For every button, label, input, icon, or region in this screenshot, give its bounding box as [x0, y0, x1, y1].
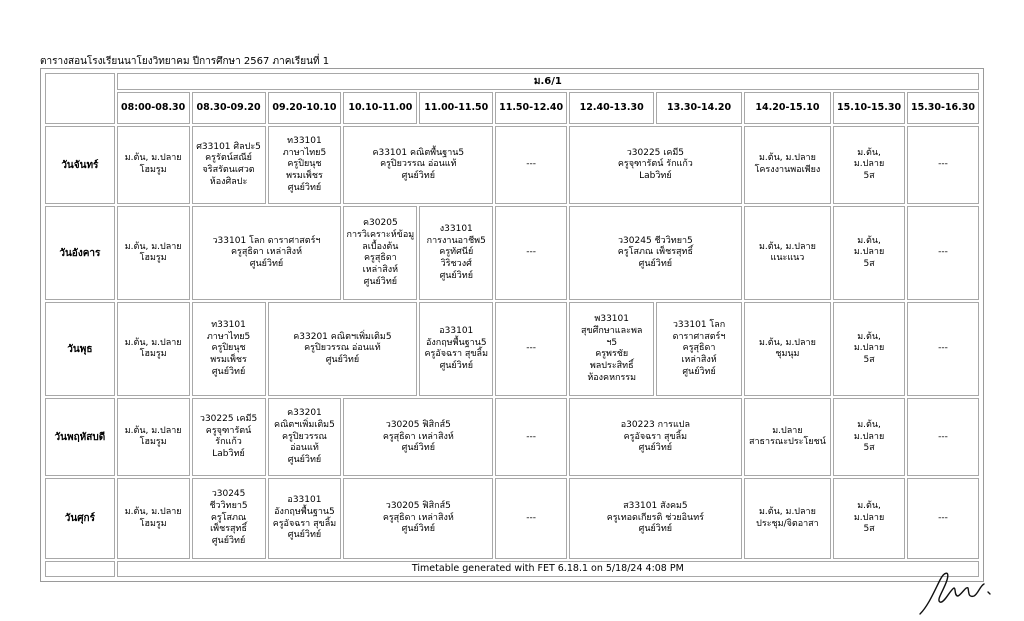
slot-cell: ม.ต้น, ม.ปลาย แนะแนว: [744, 206, 831, 300]
slot-cell: ---: [495, 398, 567, 476]
slot-cell: ส33101 สังคม5 ครูเทอดเกียรติ ช่วยอินทร์ ศูนย์วิทย์: [569, 478, 742, 558]
slot-cell: ---: [495, 126, 567, 204]
slot-cell: ค33201 คณิตฯเพิ่มเติม5 ครูปิยวรรณ อ่อนแท้ ศูนย์วิทย์: [268, 302, 418, 396]
slot-cell: ---: [495, 302, 567, 396]
slot-cell: ว30245 ชีววิทยา5 ครูโสภณ เพ็ชรสุทธิ์ ศูนย์วิทย์: [192, 478, 266, 558]
fet-footer: Timetable generated with FET 6.18.1 on 5/18/24 4:08 PM: [117, 561, 979, 577]
slot-cell: พ33101 สุขศึกษาและพล ฯ5 ครูพรชัย พลประสิทธิ์ ห้องคหกรรม: [569, 302, 654, 396]
slot-cell: ท33101 ภาษาไทย5 ครูปิยนุช พรมเพ็ชร ศูนย์วิทย์: [268, 126, 342, 204]
slot-cell: ศ33101 ศิลปะ5 ครูรัตน์สณีย์ จริสรัตนเศวต ห้องศิลปะ: [192, 126, 266, 204]
slot-cell: ค33201 คณิตฯเพิ่มเติม5 ครูปิยวรรณ อ่อนแท้ ศูนย์วิทย์: [268, 398, 342, 476]
slot-cell: ม.ต้น, ม.ปลาย 5ส: [833, 398, 905, 476]
slot-cell: ---: [907, 478, 979, 558]
slot-cell: ม.ต้น, ม.ปลาย 5ส: [833, 302, 905, 396]
period-header: 08:00-08.30: [117, 92, 190, 124]
period-header: 15.10-15.30: [833, 92, 905, 124]
timetable: [43, 71, 981, 579]
period-header: 09.20-10.10: [268, 92, 342, 124]
corner-cell: [45, 73, 115, 124]
slot-cell: ว30205 ฟิสิกส์5 ครูสุธิดา เหล่าสิงห์ ศูนย์วิทย์: [343, 478, 493, 558]
day-row-friday: [45, 478, 979, 558]
slot-cell: ค30205 การวิเคราะห์ข้อมู ลเบื้องต้น ครูสุธิดา เหล่าสิงห์ ศูนย์วิทย์: [343, 206, 417, 300]
slot-cell: ม.ต้น, ม.ปลาย 5ส: [833, 478, 905, 558]
slot-cell: ---: [907, 206, 979, 300]
slot-cell: ม.ต้น, ม.ปลาย 5ส: [833, 206, 905, 300]
slot-cell: ม.ต้น, ม.ปลาย โฮมรูม: [117, 398, 190, 476]
day-label: วันอังคาร: [45, 206, 115, 300]
slot-cell: ---: [907, 126, 979, 204]
slot-cell: ม.ต้น, ม.ปลาย โครงงานพอเพียง: [744, 126, 831, 204]
footer-corner: [45, 561, 115, 577]
slot-cell: ม.ต้น, ม.ปลาย 5ส: [833, 126, 905, 204]
signature-stroke: [920, 573, 990, 614]
period-header: 15.30-16.30: [907, 92, 979, 124]
slot-cell: ม.ต้น, ม.ปลาย โฮมรูม: [117, 302, 190, 396]
slot-cell: ม.ต้น, ม.ปลาย โฮมรูม: [117, 126, 190, 204]
day-label: วันศุกร์: [45, 478, 115, 558]
day-row-tuesday: [45, 206, 979, 300]
slot-cell: ---: [495, 478, 567, 558]
period-header: 08.30-09.20: [192, 92, 266, 124]
slot-cell: อ30223 การแปล ครูอัจฉรา สุขลิ้ม ศูนย์วิทย์: [569, 398, 742, 476]
signature-image: [914, 566, 1002, 618]
period-header: 10.10-11.00: [343, 92, 417, 124]
slot-cell: ว30225 เคมี5 ครูจุฑารัตน์ รักแก้ว Labวิทย์: [192, 398, 266, 476]
slot-cell: ว33101 โลก ดาราศาสตร์ฯ ครูสุธิดา เหล่าสิงห์ ศูนย์วิทย์: [192, 206, 342, 300]
class-header: ม.6/1: [117, 73, 979, 90]
slot-cell: ---: [907, 302, 979, 396]
slot-cell: ---: [907, 398, 979, 476]
slot-cell: ค33101 คณิตพื้นฐาน5 ครูปิยวรรณ อ่อนแท้ ศูนย์วิทย์: [343, 126, 493, 204]
day-row-thursday: [45, 398, 979, 476]
slot-cell: ---: [495, 206, 567, 300]
slot-cell: ม.ต้น, ม.ปลาย ชุมนุม: [744, 302, 831, 396]
slot-cell: ม.ต้น, ม.ปลาย โฮมรูม: [117, 478, 190, 558]
day-label: วันจันทร์: [45, 126, 115, 204]
slot-cell: ว30245 ชีววิทยา5 ครูโสภณ เพ็ชรสุทธิ์ ศูนย์วิทย์: [569, 206, 742, 300]
slot-cell: ง33101 การงานอาชีพ5 ครูทัศนีย์ วิริชวงศ์ ศูนย์วิทย์: [419, 206, 493, 300]
period-header: 11.50-12.40: [495, 92, 567, 124]
day-label: วันพุธ: [45, 302, 115, 396]
slot-cell: ม.ต้น, ม.ปลาย โฮมรูม: [117, 206, 190, 300]
slot-cell: ว30225 เคมี5 ครูจุฑารัตน์ รักแก้ว Labวิทย์: [569, 126, 742, 204]
slot-cell: ท33101 ภาษาไทย5 ครูปิยนุช พรมเพ็ชร ศูนย์วิทย์: [192, 302, 266, 396]
period-header: 11.00-11.50: [419, 92, 493, 124]
timetable-frame: [40, 68, 984, 582]
slot-cell: อ33101 อังกฤษพื้นฐาน5 ครูอัจฉรา สุขลิ้ม ศูนย์วิทย์: [268, 478, 342, 558]
slot-cell: อ33101 อังกฤษพื้นฐาน5 ครูอัจฉรา สุขลิ้ม ศูนย์วิทย์: [419, 302, 493, 396]
timetable-caption: ตารางสอนโรงเรียนนาโยงวิทยาคม ปีการศึกษา 2567 ภาคเรียนที่ 1: [40, 56, 330, 67]
period-header: 14.20-15.10: [744, 92, 831, 124]
day-label: วันพฤหัสบดี: [45, 398, 115, 476]
slot-cell: ว33101 โลก ดาราศาสตร์ฯ ครูสุธิดา เหล่าสิงห์ ศูนย์วิทย์: [656, 302, 741, 396]
slot-cell: ว30205 ฟิสิกส์5 ครูสุธิดา เหล่าสิงห์ ศูนย์วิทย์: [343, 398, 493, 476]
day-row-monday: [45, 126, 979, 204]
slot-cell: ม.ปลาย สาธารณะประโยชน์: [744, 398, 831, 476]
day-row-wednesday: [45, 302, 979, 396]
period-header: 13.30-14.20: [656, 92, 741, 124]
period-header: 12.40-13.30: [569, 92, 654, 124]
slot-cell: ม.ต้น, ม.ปลาย ประชุม/จิตอาสา: [744, 478, 831, 558]
